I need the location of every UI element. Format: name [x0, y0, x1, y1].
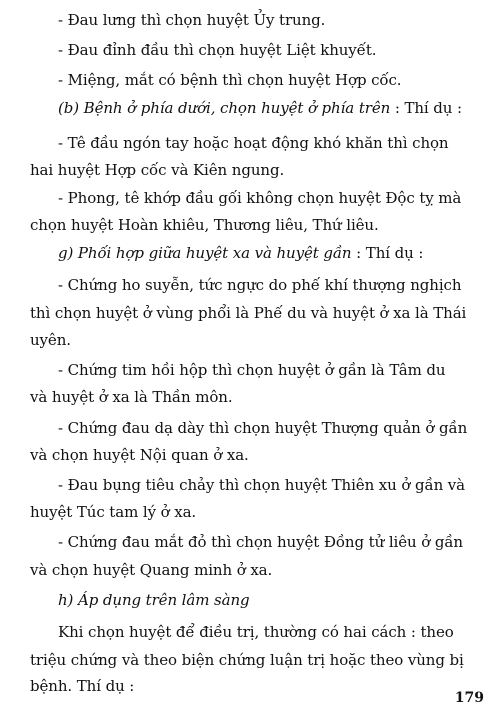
text-line: - Tê đầu ngón tay hoặc hoạt động khó khăn thì chọn: [58, 134, 449, 152]
text-line: - Miệng, mắt có bệnh thì chọn huyệt Hợp cốc.: [58, 71, 402, 89]
text-line: - Chứng tim hồi hộp thì chọn huyệt ở gần là Tâm du: [58, 361, 446, 379]
text-line: - Đau lưng thì chọn huyệt Ủy trung.: [58, 11, 326, 29]
text-line: [58, 243, 500, 263]
section-heading: g) Phối hợp giữa huyệt xa và huyệt gần: [58, 244, 352, 262]
text-line: - Phong, tê khớp đầu gối không chọn huyệt Độc tỵ mà: [58, 189, 462, 207]
text-line: thì chọn huyệt ở vùng phổi là Phế du và huyệt ở xa là Thái: [30, 304, 467, 322]
text-line: [58, 98, 500, 118]
page-number: 179: [454, 690, 484, 706]
text-line: - Chứng đau dạ dày thì chọn huyệt Thượng quản ở gần: [58, 419, 468, 437]
text-line: - Chứng ho suyễn, tức ngực do phế khí thượng nghịch: [58, 276, 462, 294]
section-heading: h) Áp dụng trên lâm sàng: [58, 591, 250, 609]
text-line: Khi chọn huyệt để điều trị, thường có hai cách : theo: [58, 623, 454, 641]
text-line: [58, 590, 500, 610]
text-line: - Đau bụng tiêu chảy thì chọn huyệt Thiên xu ở gần và: [58, 476, 466, 494]
text-line: uyên.: [30, 331, 71, 349]
text-line: huyệt Túc tam lý ở xa.: [30, 503, 197, 521]
text-line: bệnh. Thí dụ :: [30, 677, 135, 695]
text-line: và chọn huyệt Quang minh ở xa.: [30, 561, 273, 579]
text-line: - Chứng đau mắt đỏ thì chọn huyệt Đồng tử liêu ở gần: [58, 533, 463, 551]
text-line: hai huyệt Hợp cốc và Kiên ngung.: [30, 161, 285, 179]
text-line: chọn huyệt Hoàn khiêu, Thương liêu, Thứ liêu.: [30, 216, 379, 234]
section-heading: (b) Bệnh ở phía dưới, chọn huyệt ở phía trên: [58, 99, 391, 117]
heading-suffix: : Thí dụ :: [351, 244, 424, 262]
text-line: và chọn huyệt Nội quan ở xa.: [30, 446, 249, 464]
text-line: - Đau đỉnh đầu thì chọn huyệt Liệt khuyết.: [58, 41, 377, 59]
heading-suffix: : Thí dụ :: [390, 99, 462, 117]
text-line: triệu chứng và theo biện chứng luận trị hoặc theo vùng bị: [30, 651, 464, 669]
text-line: và huyệt ở xa là Thần môn.: [30, 388, 233, 406]
